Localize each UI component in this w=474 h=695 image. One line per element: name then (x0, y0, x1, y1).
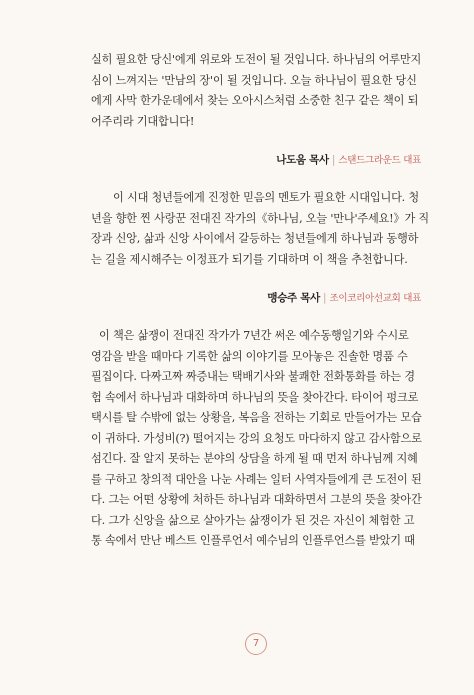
text-line: 택시를 탈 수밖에 없는 상황을, 복음을 전하는 기회로 만들어가는 모습 (91, 411, 422, 424)
endorsement-paragraph-2 (91, 188, 430, 270)
endorser-signature-1 (276, 152, 421, 167)
separator: | (322, 292, 327, 304)
text-line: 어주리라 기대합니다! (91, 114, 195, 128)
text-line: 는 길을 제시해주는 이정표가 되기를 기대하며 이 책을 추천합니다. (91, 252, 408, 266)
text-line: 이 책은 삶쟁이 전대진 작가가 7년간 써온 예수동행일기와 수시로 (99, 329, 409, 342)
text-line: 년을 향한 찐 사랑꾼 전대진 작가의《하나님, 오늘 '만나'주세요!》가 직 (91, 211, 430, 225)
endorsement-paragraph-1 (91, 50, 421, 132)
text-line: 통 속에서 만난 베스트 인플루언서 예수님의 인플루언스를 받았기 때 (91, 534, 415, 547)
text-line: 영감을 받을 때마다 기록한 삶의 이야기를 모아놓은 진솔한 명품 수 (91, 349, 408, 363)
text-line: 장과 신앙, 삶과 신앙 사이에서 갈등하는 청년들에게 하나님과 동행하 (91, 232, 419, 245)
endorsement-paragraph-3 (91, 326, 421, 552)
text-line: 섬긴다. 잘 알지 못하는 분야의 상담을 하게 될 때 먼저 하나님께 지혜 (91, 452, 418, 465)
text-line: 필집이다. 다짜고짜 짜증내는 택배기사와 불쾌한 전화통화를 하는 경 (91, 370, 415, 383)
separator: | (331, 154, 336, 166)
text-line: 심이 느껴지는 '만남의 장'이 될 것입니다. 오늘 하나님이 필요한 당신 (91, 73, 417, 87)
endorser-organization: 스탠드그라운드 대표 (338, 155, 421, 166)
text-line: 이 시대 청년들에게 진정한 믿음의 멘토가 필요한 시대입니다. 청 (113, 191, 419, 204)
text-line: 실히 필요한 당신'에게 위로와 도전이 될 것입니다. 하나님의 어루만지 (91, 53, 422, 66)
text-line: 다. 그는 어떤 상황에 처하든 하나님과 대화하면서 그분의 뜻을 찾아간 (91, 493, 422, 506)
text-line: 를 구하고 창의적 대안을 나눈 사례는 일터 사역자들에게 큰 도전이 된 (91, 472, 422, 486)
endorser-signature-2 (267, 290, 421, 305)
text-line: 험 속에서 하나님과 대화하며 하나님의 뜻을 찾아간다. 타이어 펑크로 (91, 390, 419, 404)
text-line: 다. 그가 신앙을 삶으로 살아가는 삶쟁이가 된 것은 자신이 체험한 고 (91, 513, 415, 527)
text-line: 에게 사막 한가운데에서 찾는 오아시스처럼 소중한 친구 같은 책이 되 (91, 94, 419, 107)
page-number-badge: 7 (245, 633, 267, 655)
text-line: 이 귀하다. 가성비(?) 떨어지는 강의 요청도 마다하지 않고 감사함으로 (91, 431, 422, 445)
endorser-name: 맹승주 목사 (267, 292, 320, 304)
endorser-organization: 조이코리아선교회 대표 (329, 293, 421, 304)
endorser-name: 나도움 목사 (276, 154, 329, 166)
